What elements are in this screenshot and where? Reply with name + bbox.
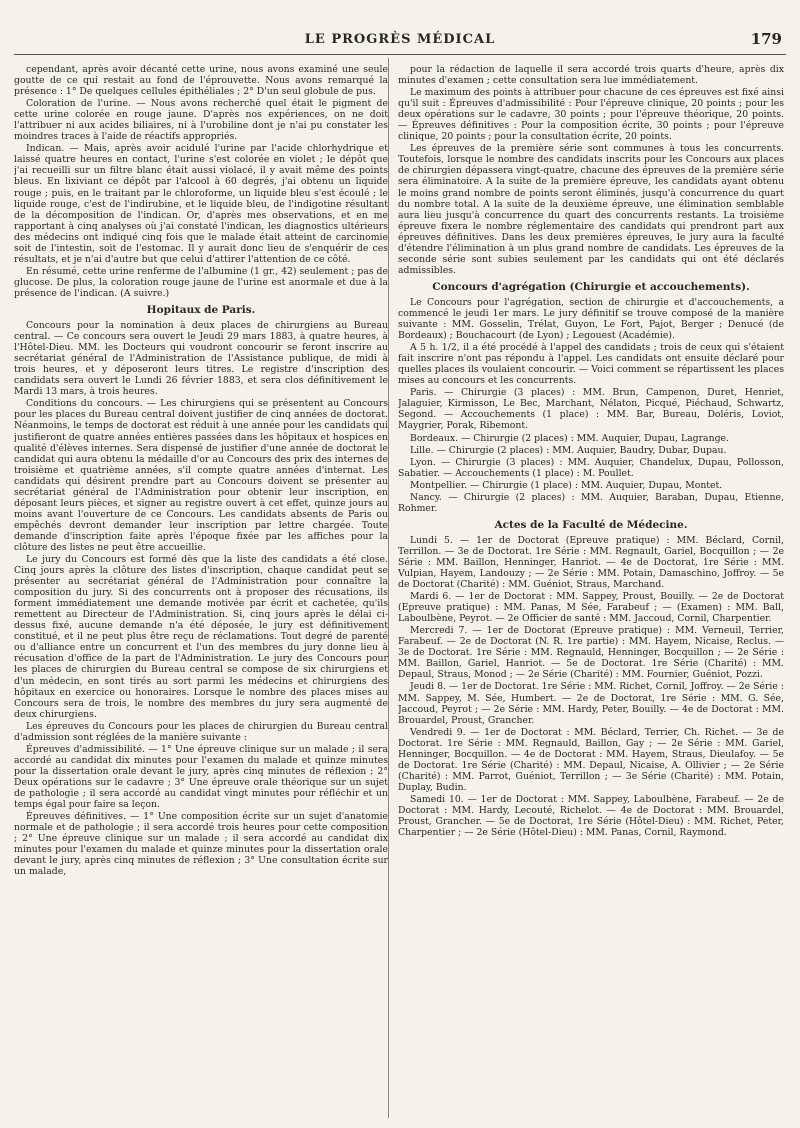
paragraph: En résumé, cette urine renferme de l'albumine (1 gr., 42) seulement ; pas de glucose. De plus, la coloration rouge jaune de l'urine est anormale et due à la présence de l'indican. (A suivre.) bbox=[14, 265, 388, 299]
paragraph: Lille. — Chirurgie (2 places) : MM. Auquier, Baudry, Dubar, Dupau. bbox=[410, 444, 727, 456]
page-number: 179 bbox=[750, 30, 782, 48]
column-divider bbox=[388, 58, 389, 1118]
paragraph: Le maximum des points à attribuer pour chacune de ces épreuves est fixé ainsi qu'il suit : Épreuves d'admissibilité : Pour l'épreuve clinique, 20 points ; pour les deux opérations sur le cadavre, 30 points ; pour l'épreuve théorique, 20 points. — Épreuves définitives : Pour la composition écrite, 30 points ; pour l'épreuve clinique, 20 points ; pour la consultation écrite, 20 points. bbox=[398, 87, 784, 143]
paragraph: Indican. — Mais, après avoir acidulé l'urine par l'acide chlorhydrique et laissé quatre heures en contact, l'urine s'est colorée en violet ; le dépôt que j'ai recueilli sur un filtre blanc était aussi violacé, il y avait même des points bleus. En lixiviant ce dépôt par l'alcool à 60 degrés, j'ai obtenu un liquide rouge ; puis, en le traitant par le chloroforme, un liquide bleu s'est écoulé ; le liquide rouge, c'est de l'indirubine, et le liquide bleu, de l'indigotine résultant de la décomposition de l'indican. Or, d'après mes observations, et en me rapportant à cinq analyses où j'ai constaté l'indican, les diagnostics ultérieurs des médecins ont indiqué cinq fois que le malade était atteint de carcinomie soit de l'intestin, soit de l'estomac. Il y aurait donc lieu de s'enquérir de ces résultats, et je n'ai d'autre but que celui d'attirer l'attention de ce côté. bbox=[14, 143, 388, 265]
paragraph: Épreuves définitives. — 1° Une composition écrite sur un sujet d'anatomie normale et de pathologie ; il sera accordé trois heures pour cette composition ; 2° Une épreuve clinique sur un malade ; il sera accordé au candidat dix minutes pour l'examen du malade et quinze minutes pour la dissertation orale devant le jury, après cinq minutes de réflexion ; 3° Une consultation écrite sur un malade, bbox=[14, 811, 388, 878]
paragraph: A 5 h. 1/2, il a été procédé à l'appel des candidats ; trois de ceux qui s'étaient fait inscrire n'ont pas répondu à l'appel. Les candidats ont ensuite déclaré pour quelles places ils voulaient concourir. — Voici comment se répartissent les places mises au concours et les concurrents. bbox=[398, 342, 784, 387]
paragraph: Samedi 10. — 1er de Doctorat : MM. Sappey, Laboulbène, Farabeuf. — 2e de Doctorat : MM. Hardy, Lecouté, Richelot. — 4e de Doctorat : MM. Brouardel, Proust, Grancher. — 5e de Doctorat, 1re Série (Hôtel-Dieu) : MM. Richet, Peter, Charpentier ; — 2e Série (Hôtel-Dieu) : MM. Panas, Cornil, Raymond. bbox=[398, 793, 784, 839]
paragraph: Paris. — Chirurgie (3 places) : MM. Brun, Campenon, Duret, Henriet, Jalaguier, Kirmisson, Le Bec, Marchant, Nélaton, Picqué, Piéchaud, Schwartz, Segond. — Accouchements (1 place) : MM. Bar, Bureau, Doléris, Loviot, Maygrier, Porak, Ribemont. bbox=[398, 387, 784, 432]
paragraph: Montpellier. — Chirurgie (1 place) : MM. Auquier, Dupau, Montet. bbox=[410, 479, 723, 491]
paragraph: Coloration de l'urine. — Nous avons recherché quel était le pigment de cette urine colorée en rouge jaune. D'après nos expériences, on ne doit l'attribuer ni aux acides biliaires, ni à l'urobiline dont je n'ai pu constater les moindres traces à l'aide de réactifs appropriés. bbox=[14, 98, 388, 143]
paragraph: Le Concours pour l'agrégation, section de chirurgie et d'accouchements, a commencé le jeudi 1er mars. Le jury définitif se trouve composé de la manière suivante : MM. Gosselin, Trélat, Guyon, Le Fort, Pajot, Berger ; Denucé (de Bordeaux) ; Bouchacourt (de Lyon) ; Legouest (Académie). bbox=[398, 296, 784, 342]
section-heading: Actes de la Faculté de Médecine. bbox=[494, 518, 688, 531]
section-heading: Concours d'agrégation (Chirurgie et accouchements). bbox=[432, 280, 750, 293]
paragraph: Mercredi 7. — 1er de Doctorat (Epreuve pratique) : MM. Verneuil, Terrier, Farabeuf. — 2e de Doctorat (N. R. 1re partie) : MM. Hayem, Nicaise, Reclus. — 3e de Doctorat. 1re Série : MM. Regnauld, Henninger, Bocquillon ; — 2e Série : MM. Baillon, Gariel, Hanriot. — 5e de Doctorat. 1re Série (Charité) : MM. Depaul, Straus, Monod ; — 2e Série (Charité) : MM. Fournier, Guéniot, Pozzi. bbox=[398, 625, 784, 681]
paragraph: Conditions du concours. — Les chirurgiens qui se présentent au Concours pour les places du Bureau central doivent justifier de cinq années de doctorat. Néanmoins, le temps de doctorat est réduit à une année pour les candidats qui justifieront de quatre années entières passées dans les hôpitaux et hospices en qualité d'élèves internes. Sera dispensé de justifier d'une année de doctorat le candidat qui aura obtenu la médaille d'or au Concours des prix des internes de troisième et quatrième années, s'il compte quatre années d'internat. Les candidats qui désirent prendre part au Concours doivent se présenter au secrétariat général de l'Administration pour obtenir leur inscription, en déposant leurs pièces, et signer au registre ouvert à cet effet, quinze jours au moins avant l'ouverture de ce Concours. Les candidats absents de Paris ou empêchés devront demander leur inscription par lettre chargée. Toute demande d'inscription faite après l'époque fixée par les affiches pour la clôture des listes ne peut être accueillie. bbox=[14, 398, 388, 553]
journal-title: LE PROGRÈS MÉDICAL bbox=[304, 32, 496, 47]
paragraph: Le jury du Concours est formé dès que la liste des candidats a été close. Cinq jours après la clôture des listes d'inscription, chaque candidat peut se présenter au secrétariat général de l'Administration pour connaître la composition du jury. Si des concurrents ont à proposer des récusations, ils forment immédiatement une demande motivée par écrit et cachetée, qu'ils remettent au Directeur de l'Administration. Si, cinq jours après le délai ci-dessus fixé, aucune demande n'a été déposée, le jury est définitivement constitué, et il ne peut plus être reçu de réclamations. Tout degré de parenté ou d'alliance entre un concurrent et l'un des membres du jury donne lieu à récusation d'office de la part de l'Administration. Le jury des Concours pour les places de chirurgien du Bureau central se compose de six chirurgiens et d'un médecin, en sont tirés au sort parmi les médecins et chirurgiens des hôpitaux en exercice ou honoraires. Lorsque le nombre des places mises au Concours sera de trois, le nombre des membres du jury sera augmenté de deux chirurgiens. bbox=[14, 554, 388, 720]
paragraph: Concours pour la nomination à deux places de chirurgiens au Bureau central. — Ce concours sera ouvert le Jeudi 29 mars 1883, à quatre heures, à l'Hôtel-Dieu. MM. les Docteurs qui voudront concourir se feront inscrire au secrétariat général de l'Administration de l'Assistance publique, de midi à trois heures, et y déposeront leurs titres. Le registre d'inscription des candidats sera ouvert le Lundi 26 février 1883, et sera clos définitivement le Mardi 13 mars, à trois heures. bbox=[14, 320, 388, 398]
paragraph: pour la rédaction de laquelle il sera accordé trois quarts d'heure, après dix minutes d'examen ; cette consultation sera lue immédiatement. bbox=[398, 64, 784, 87]
paragraph: Les épreuves de la première série sont communes à tous les concurrents. Toutefois, lorsque le nombre des candidats inscrits pour les Concours aux places de chirurgien dépassera vingt-quatre, chacune des épreuves de la première série sera éliminatoire. A la suite de la première épreuve, les candidats ayant obtenu le moins grand nombre de points seront éliminés, jusqu'à concurrence du quart du nombre total. A la suite de la deuxième épreuve, une élimination semblable aura lieu jusqu'à concurrence du quart des concurrents restants. La troisième épreuve fixera le nombre réglementaire des candidats qui prendront part aux épreuves définitives. Dans les deux premières épreuves, le jury aura la faculté d'étendre l'élimination à un plus grand nombre de candidats. Les épreuves de la seconde série sont subies seulement par les candidats qui ont été déclarés admissibles. bbox=[398, 143, 784, 276]
paragraph: Les épreuves du Concours pour les places de chirurgien du Bureau central d'admission sont réglées de la manière suivante : bbox=[14, 720, 388, 743]
paragraph: Vendredi 9. — 1er de Doctorat : MM. Béclard, Terrier, Ch. Richet. — 3e de Doctorat. 1re Série : MM. Regnauld, Baillon, Gay ; — 2e Série : MM. Gariel, Henninger, Bocquillon. — 4e de Doctorat : MM. Hayem, Straus, Dieulafoy. — 5e de Doctorat. 1re Série (Charité) : MM. Depaul, Nicaise, A. Ollivier ; — 2e Série (Charité) : MM. Parrot, Guéniot, Terrillon ; — 3e Série (Charité) : MM. Potain, Duplay, Budin. bbox=[398, 726, 784, 793]
paragraph: Épreuves d'admissibilité. — 1° Une épreuve clinique sur un malade ; il sera accordé au candidat dix minutes pour l'examen du malade et quinze minutes pour la dissertation orale devant le jury, après cinq minutes de réflexion ; 2° Deux opérations sur le cadavre ; 3° Une épreuve orale théorique sur un sujet de pathologie ; il sera accordé au candidat vingt minutes pour réfléchir et un temps égal pour faire sa leçon. bbox=[14, 743, 388, 811]
right-column bbox=[398, 64, 784, 1114]
page-header bbox=[14, 14, 786, 55]
paragraph: Lundi 5. — 1er de Doctorat (Epreuve pratique) : MM. Béclard, Cornil, Terrillon. — 3e de Doctorat. 1re Série : MM. Regnault, Gariel, Bocquillon ; — 2e Série : MM. Baillon, Henninger, Hanriot. — 4e de Doctorat, 1re Série : MM. Vulpian, Hayem, Landouzy ; — 2e Série : MM. Potain, Damaschino, Joffroy. — 5e de Doctorat (Charité) : MM. Guéniot, Straus, Marchand. bbox=[398, 534, 784, 591]
paragraph: Jeudi 8. — 1er de Doctorat. 1re Série : MM. Richet, Cornil, Joffroy. — 2e Série : MM. Sappey, M. Sée, Humbert. — 2e de Doctorat, 1re Série : MM. G. Sée, Jaccoud, Peyrot ; — 2e Série : MM. Hardy, Peter, Bouilly. — 4e de Doctorat : MM. Brouardel, Proust, Grancher. bbox=[398, 681, 784, 726]
paragraph: cependant, après avoir décanté cette urine, nous avons examiné une seule goutte de ce qui restait au fond de l'éprouvette. Nous avons remarqué la présence : 1° De quelques cellules épithéliales ; 2° D'un seul globule de pus. bbox=[14, 64, 388, 98]
paragraph: Nancy. — Chirurgie (2 places) : MM. Auquier, Baraban, Dupau, Etienne, Rohmer. bbox=[398, 491, 784, 514]
paragraph: Mardi 6. — 1er de Doctorat : MM. Sappey, Proust, Bouilly. — 2e de Doctorat (Epreuve pratique) : MM. Panas, M Sée, Farabeuf ; — (Examen) : MM. Ball, Laboulbène, Peyrot. — 2e Officier de santé : MM. Jaccoud, Cornil, Charpentier. bbox=[398, 591, 784, 625]
section-heading: Hopitaux de Paris. bbox=[146, 303, 256, 316]
paragraph: Lyon. — Chirurgie (3 places) : MM. Auquier, Chandelux, Dupau, Pollosson, Sabatier. — Accouchements (1 place) : M. Poullet. bbox=[398, 456, 784, 479]
left-column bbox=[14, 64, 388, 1114]
paragraph: Bordeaux. — Chirurgie (2 places) : MM. Auquier, Dupau, Lagrange. bbox=[410, 432, 729, 444]
